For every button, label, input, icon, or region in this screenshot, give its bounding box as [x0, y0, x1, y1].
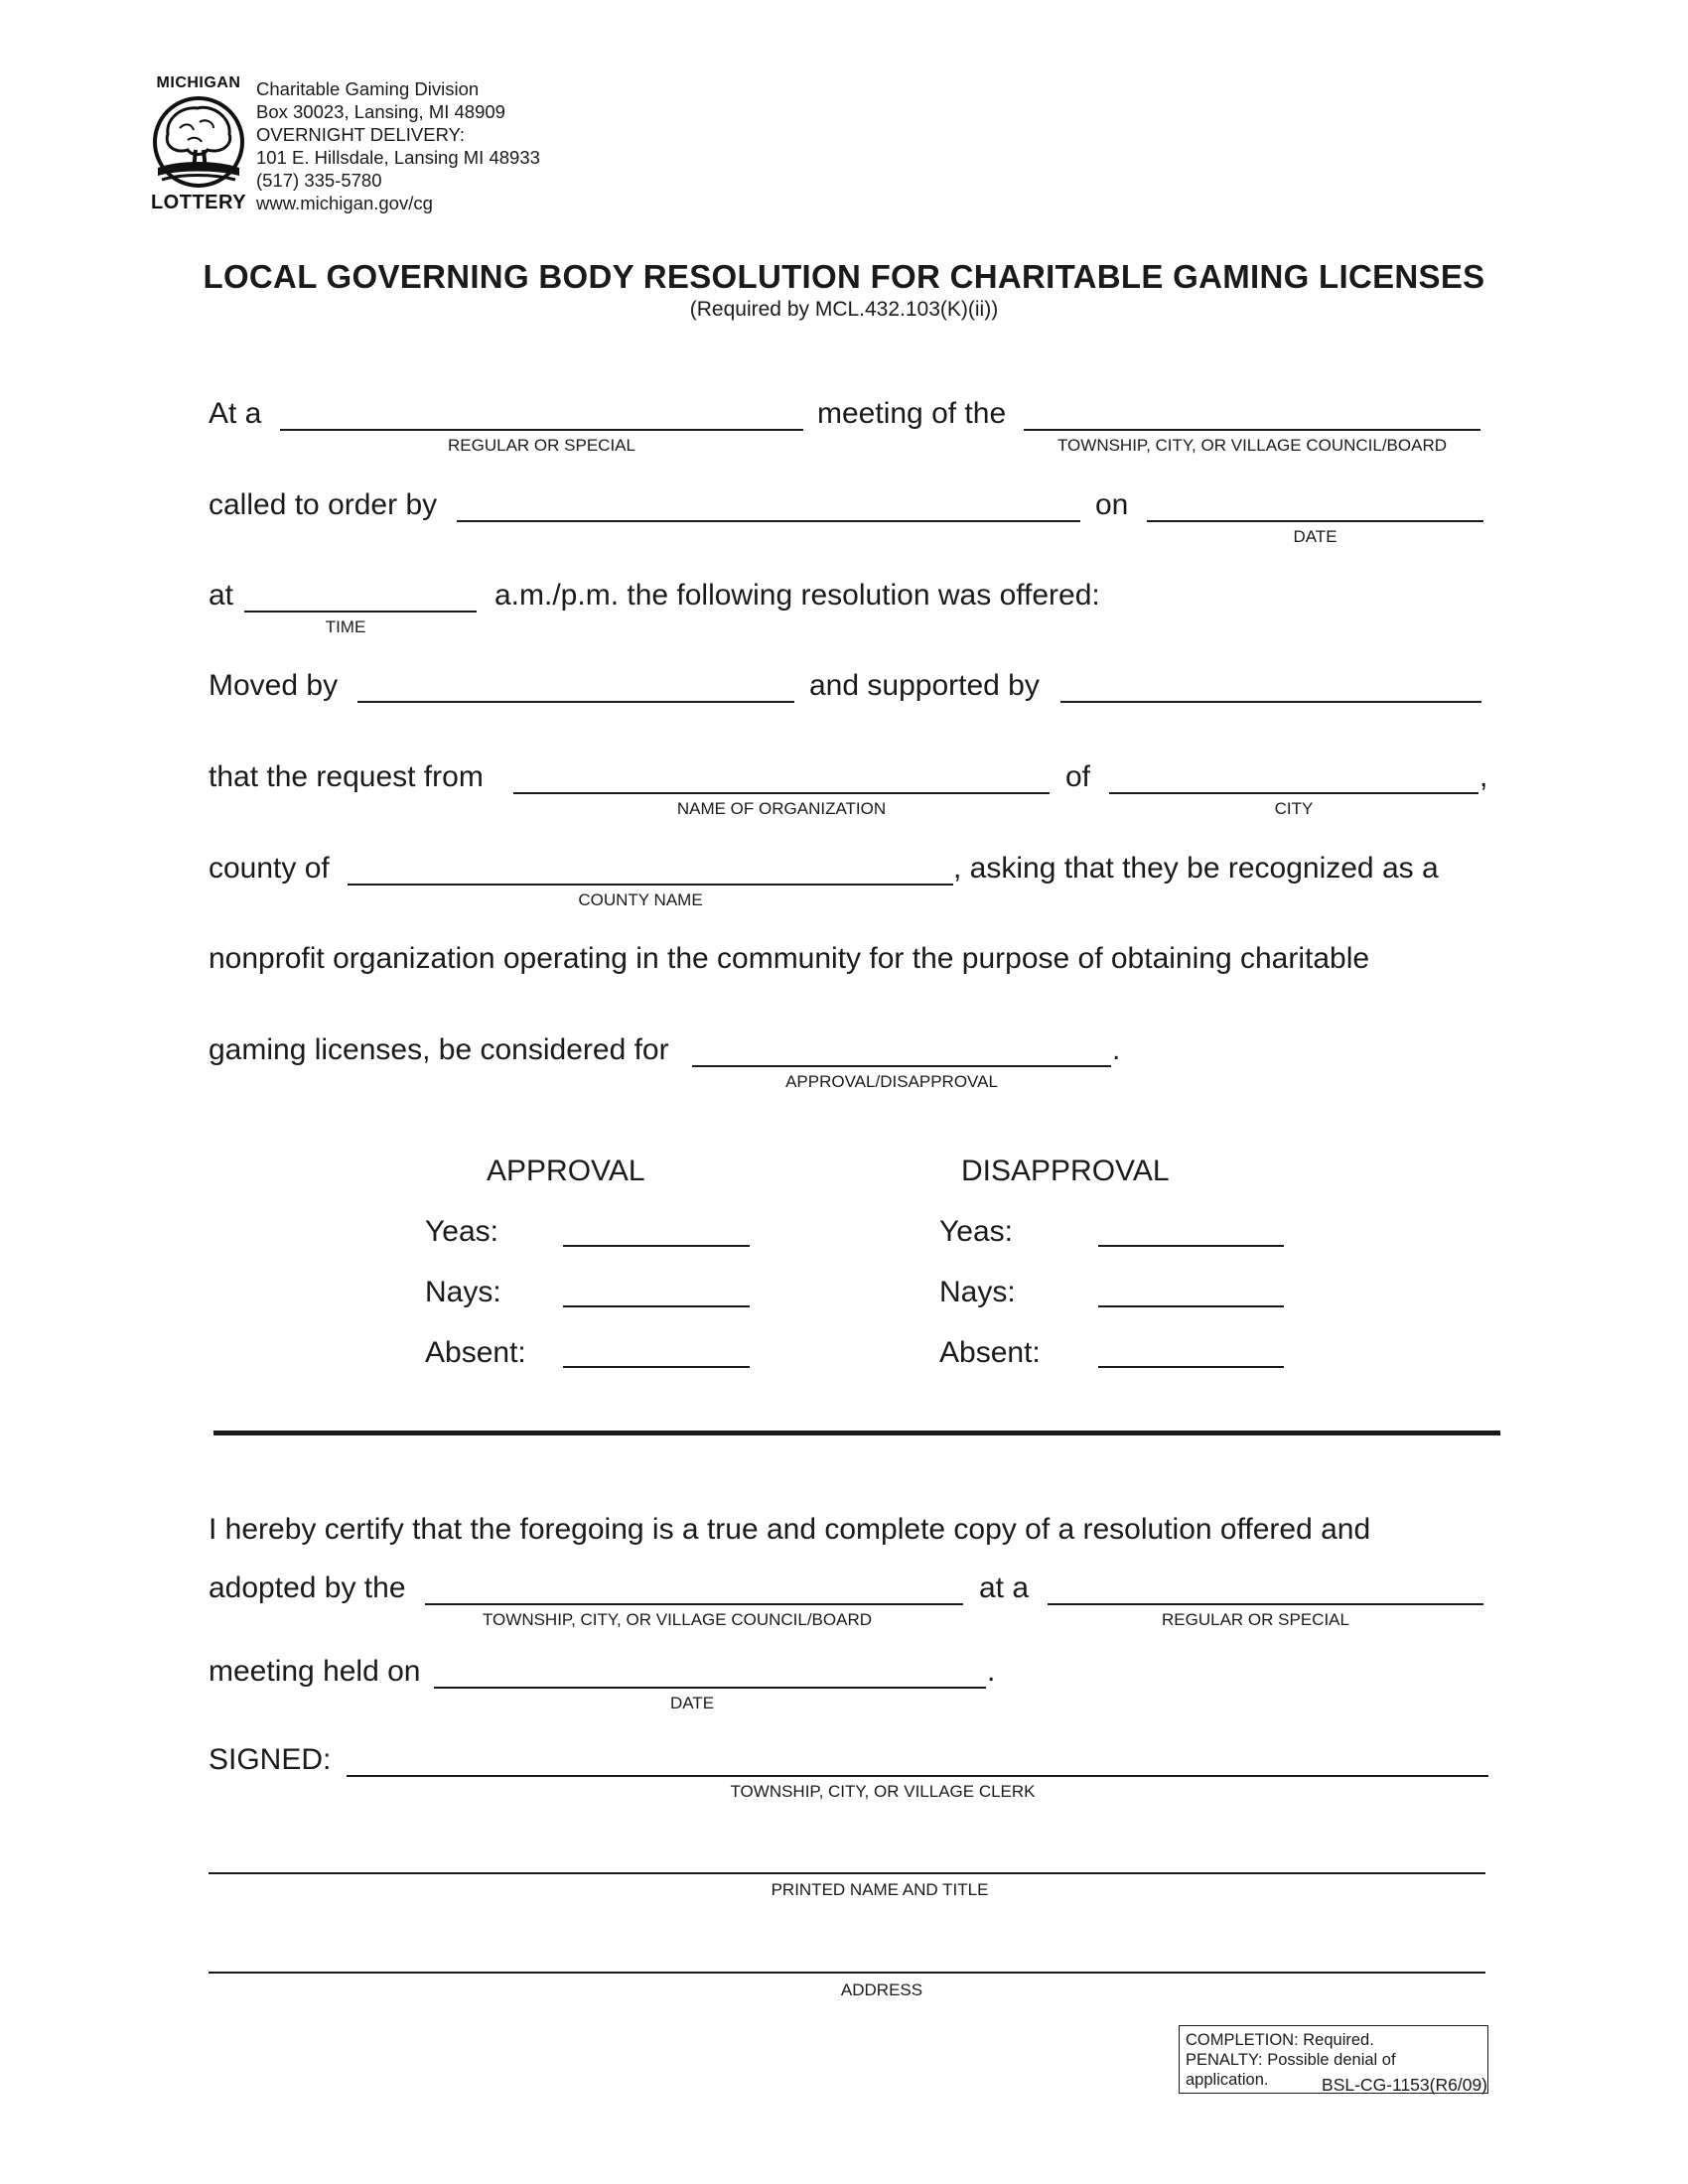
called-to-order-by-field[interactable] [457, 520, 1080, 522]
disapproval-heading: DISAPPROVAL [961, 1155, 1170, 1187]
meeting-type-field[interactable] [280, 429, 803, 431]
form-number: BSL-CG-1153(R6/09) [1322, 2075, 1487, 2095]
signed-label: SIGNED: [209, 1743, 332, 1776]
organization-name-caption: NAME OF ORGANIZATION [676, 799, 887, 818]
at-a-cert-label: at a [979, 1571, 1030, 1604]
address-line: OVERNIGHT DELIVERY: [256, 124, 466, 145]
penalty-text: PENALTY: Possible denial of application. [1186, 2051, 1396, 2089]
organization-city-field[interactable] [1109, 792, 1478, 794]
meeting-of-the-label: meeting of the [817, 397, 1007, 430]
logo-bottom-word: LOTTERY [150, 192, 247, 213]
meeting-time-field[interactable] [244, 611, 477, 613]
asking-recognized-text: , asking that they be recognized as a [953, 852, 1439, 885]
period: . [1112, 1033, 1121, 1066]
disapproval-nays-field[interactable] [1098, 1305, 1284, 1307]
printed-name-title-field[interactable] [209, 1872, 1485, 1874]
approval-absent-field[interactable] [563, 1366, 750, 1368]
moved-by-field[interactable] [357, 701, 794, 703]
form-subtitle: (Required by MCL.432.103(K)(ii)) [689, 298, 999, 321]
cert-regular-or-special-caption: REGULAR OR SPECIAL [1162, 1610, 1349, 1629]
adopting-body-field[interactable] [425, 1603, 963, 1605]
supported-by-label: and supported by [809, 669, 1040, 702]
division-address [256, 77, 540, 214]
ampm-resolution-text: a.m./p.m. the following resolution was offered: [494, 579, 1100, 612]
address-line: 101 E. Hillsdale, Lansing MI 48933 [256, 147, 540, 168]
comma: , [1479, 760, 1488, 793]
on-label: on [1095, 488, 1129, 521]
supported-by-field[interactable] [1060, 701, 1481, 703]
clerk-signature-field[interactable] [347, 1775, 1488, 1777]
request-from-label: that the request from [209, 760, 484, 793]
disapproval-nays-label: Nays: [939, 1276, 1016, 1308]
approval-yeas-label: Yeas: [425, 1215, 498, 1248]
disapproval-absent-label: Absent: [939, 1336, 1041, 1369]
approval-disapproval-field[interactable] [692, 1065, 1111, 1067]
considered-for-label: gaming licenses, be considered for [209, 1033, 669, 1066]
at-label: at [209, 579, 234, 612]
michigan-lottery-logo [144, 74, 253, 213]
tree-emblem-icon [148, 94, 249, 190]
form-title: LOCAL GOVERNING BODY RESOLUTION FOR CHARITABLE GAMING LICENSES [203, 258, 1485, 295]
approval-nays-field[interactable] [563, 1305, 750, 1307]
section-divider [213, 1431, 1500, 1435]
address-line: Charitable Gaming Division [256, 78, 480, 99]
moved-by-label: Moved by [209, 669, 339, 702]
disapproval-yeas-field[interactable] [1098, 1245, 1284, 1247]
approval-disapproval-caption: APPROVAL/DISAPPROVAL [785, 1072, 998, 1091]
approval-heading: APPROVAL [487, 1155, 645, 1187]
period: . [987, 1655, 996, 1688]
meeting-date-field[interactable] [1147, 520, 1483, 522]
clerk-caption: TOWNSHIP, CITY, OR VILLAGE CLERK [730, 1782, 1036, 1801]
time-caption: TIME [325, 617, 366, 636]
logo-top-word: MICHIGAN [156, 74, 241, 91]
organization-name-field[interactable] [513, 792, 1050, 794]
address-caption: ADDRESS [840, 1980, 923, 1999]
disapproval-yeas-label: Yeas: [939, 1215, 1013, 1248]
cert-date-caption: DATE [669, 1694, 715, 1712]
regular-or-special-caption: REGULAR OR SPECIAL [448, 436, 635, 455]
certify-text: I hereby certify that the foregoing is a true and complete copy of a resolution offered and [209, 1513, 1371, 1546]
approval-nays-label: Nays: [425, 1276, 501, 1308]
completion-text: COMPLETION: Required. [1186, 2031, 1374, 2049]
disapproval-absent-field[interactable] [1098, 1366, 1284, 1368]
date-caption: DATE [1293, 527, 1337, 546]
cert-council-board-caption: TOWNSHIP, CITY, OR VILLAGE COUNCIL/BOARD [482, 1610, 873, 1629]
council-board-caption: TOWNSHIP, CITY, OR VILLAGE COUNCIL/BOARD [1056, 436, 1448, 455]
county-name-field[interactable] [348, 884, 953, 886]
printed-name-title-caption: PRINTED NAME AND TITLE [771, 1880, 989, 1899]
at-a-label: At a [209, 397, 262, 430]
adopted-by-label: adopted by the [209, 1571, 406, 1604]
address-line: (517) 335-5780 [256, 170, 382, 191]
meeting-held-on-label: meeting held on [209, 1655, 421, 1688]
approval-yeas-field[interactable] [563, 1245, 750, 1247]
approval-absent-label: Absent: [425, 1336, 526, 1369]
meeting-held-date-field[interactable] [434, 1687, 986, 1689]
governing-body-field[interactable] [1024, 429, 1480, 431]
address-field[interactable] [209, 1972, 1485, 1974]
cert-meeting-type-field[interactable] [1048, 1603, 1483, 1605]
of-label: of [1065, 760, 1091, 793]
address-website: www.michigan.gov/cg [256, 193, 433, 213]
county-of-label: county of [209, 852, 330, 885]
nonprofit-text: nonprofit organization operating in the community for the purpose of obtaining charitable [209, 942, 1370, 975]
address-line: Box 30023, Lansing, MI 48909 [256, 101, 505, 122]
called-to-order-label: called to order by [209, 488, 438, 521]
city-caption: CITY [1274, 799, 1314, 818]
county-name-caption: COUNTY NAME [578, 890, 703, 909]
